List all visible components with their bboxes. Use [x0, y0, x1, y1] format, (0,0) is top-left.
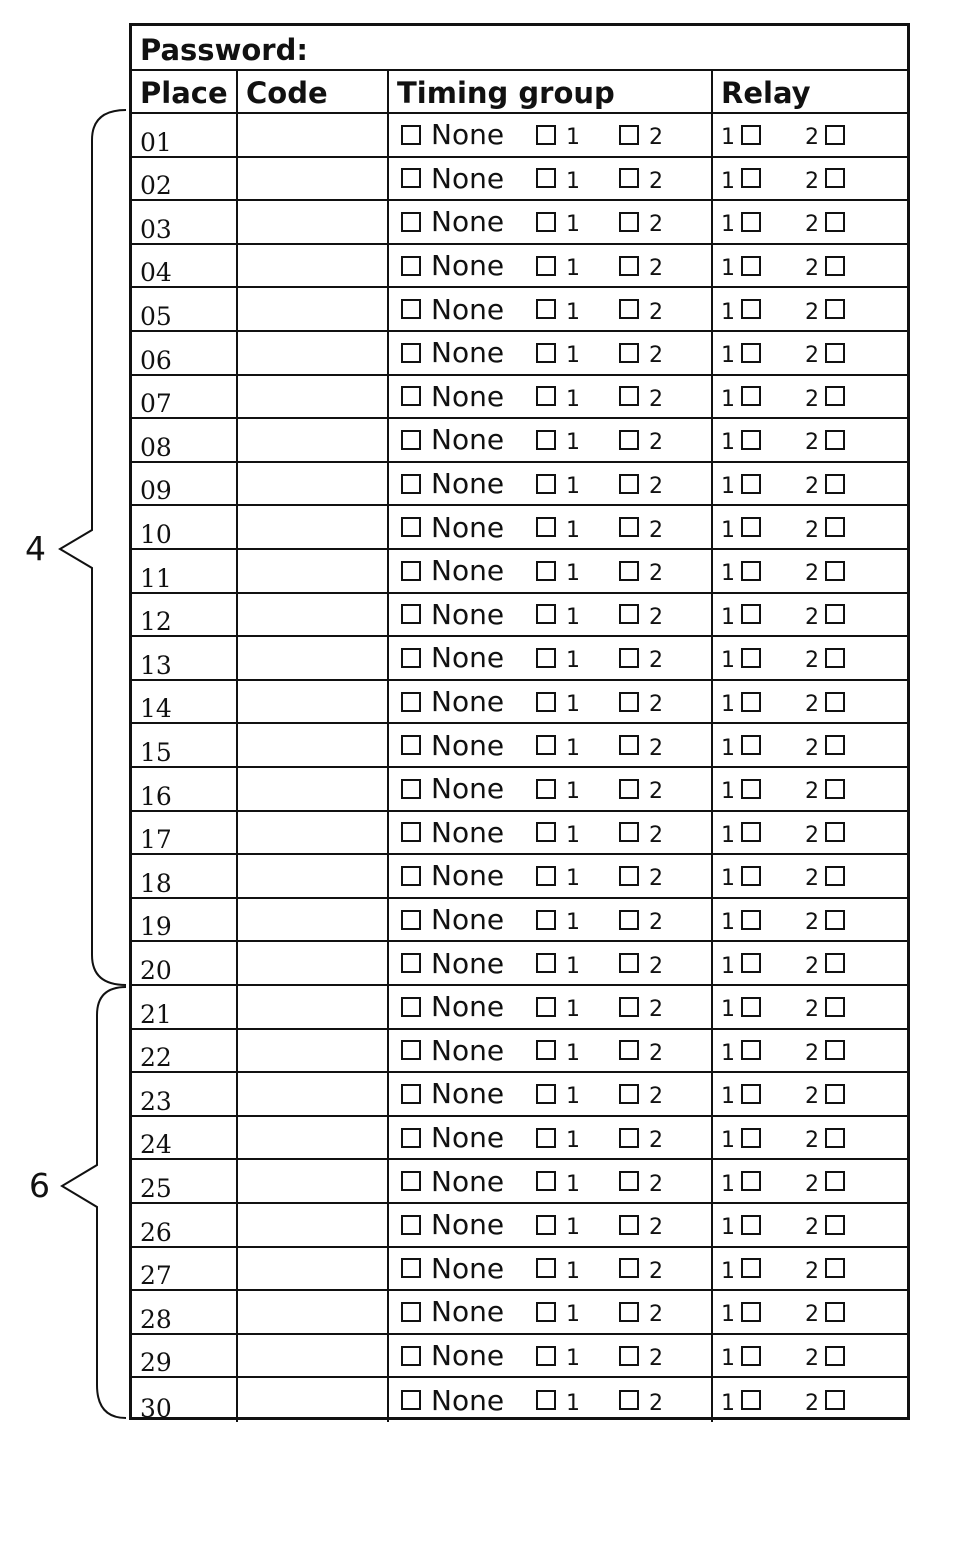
- place-number: 02: [140, 171, 172, 201]
- timing-none-label: None: [431, 815, 505, 849]
- timing-1-label: 1: [566, 474, 580, 500]
- place-number: 28: [140, 1304, 172, 1334]
- timing-1-label: 1: [566, 1302, 580, 1328]
- relay-2-label: 2: [805, 256, 819, 282]
- relay-1-label: 1: [721, 125, 735, 151]
- timing-none-label: None: [431, 1164, 505, 1198]
- place-number: 19: [140, 912, 172, 942]
- relay-1-label: 1: [721, 386, 735, 412]
- timing-2-label: 2: [649, 430, 663, 456]
- relay-1-label: 1: [721, 779, 735, 805]
- relay-2-label: 2: [805, 212, 819, 238]
- relay-2-label: 2: [805, 648, 819, 674]
- place-number: 20: [140, 955, 172, 985]
- relay-1-label: 1: [721, 910, 735, 936]
- timing-none-label: None: [431, 1208, 505, 1242]
- timing-1-label: 1: [566, 1084, 580, 1110]
- timing-1-label: 1: [566, 168, 580, 194]
- timing-1-label: 1: [566, 256, 580, 282]
- relay-2-label: 2: [805, 168, 819, 194]
- relay-2-label: 2: [805, 299, 819, 325]
- timing-2-label: 2: [649, 1040, 663, 1066]
- relay-1-label: 1: [721, 1302, 735, 1328]
- timing-2-label: 2: [649, 1215, 663, 1241]
- relay-1-label: 1: [721, 1128, 735, 1154]
- relay-1-label: 1: [721, 953, 735, 979]
- place-number: 15: [140, 737, 172, 767]
- group-4-brace: [60, 110, 126, 985]
- place-number: 22: [140, 1043, 172, 1073]
- timing-none-label: None: [431, 903, 505, 937]
- timing-1-label: 1: [566, 822, 580, 848]
- place-number: 07: [140, 389, 172, 419]
- timing-2-label: 2: [649, 561, 663, 587]
- timing-none-label: None: [431, 205, 505, 239]
- timing-2-label: 2: [649, 910, 663, 936]
- relay-2-label: 2: [805, 910, 819, 936]
- timing-none-label: None: [431, 118, 505, 152]
- relay-2-label: 2: [805, 1128, 819, 1154]
- place-number: 26: [140, 1217, 172, 1247]
- relay-2-label: 2: [805, 1215, 819, 1241]
- place-number: 08: [140, 432, 172, 462]
- place-number: 17: [140, 825, 172, 855]
- timing-none-label: None: [431, 1295, 505, 1329]
- timing-2-label: 2: [649, 386, 663, 412]
- timing-none-label: None: [431, 946, 505, 980]
- timing-1-label: 1: [566, 1171, 580, 1197]
- timing-1-label: 1: [566, 1215, 580, 1241]
- relay-2-label: 2: [805, 1302, 819, 1328]
- code-header: Code: [246, 76, 328, 110]
- relay-1-label: 1: [721, 517, 735, 543]
- timing-none-label: None: [431, 510, 505, 544]
- timing-2-label: 2: [649, 1346, 663, 1372]
- place-number: 25: [140, 1173, 172, 1203]
- place-number: 13: [140, 650, 172, 680]
- place-number: 18: [140, 868, 172, 898]
- timing-none-label: None: [431, 423, 505, 457]
- timing-1-label: 1: [566, 430, 580, 456]
- timing-none-label: None: [431, 641, 505, 675]
- relay-2-label: 2: [805, 953, 819, 979]
- timing-none-label: None: [431, 467, 505, 501]
- relay-1-label: 1: [721, 168, 735, 194]
- relay-2-label: 2: [805, 125, 819, 151]
- relay-2-label: 2: [805, 1084, 819, 1110]
- place-number: 09: [140, 476, 172, 506]
- relay-2-label: 2: [805, 822, 819, 848]
- relay-2-label: 2: [805, 561, 819, 587]
- place-number: 21: [140, 999, 172, 1029]
- timing-2-label: 2: [649, 1258, 663, 1284]
- relay-1-label: 1: [721, 1171, 735, 1197]
- place-number: 27: [140, 1261, 172, 1291]
- timing-none-label: None: [431, 990, 505, 1024]
- place-number: 14: [140, 694, 172, 724]
- place-number: 24: [140, 1130, 172, 1160]
- relay-2-label: 2: [805, 1171, 819, 1197]
- timing-1-label: 1: [566, 779, 580, 805]
- timing-1-label: 1: [566, 1390, 580, 1416]
- relay-header: Relay: [721, 76, 811, 110]
- timing-none-label: None: [431, 379, 505, 413]
- relay-2-label: 2: [805, 1390, 819, 1416]
- timing-1-label: 1: [566, 648, 580, 674]
- relay-1-label: 1: [721, 343, 735, 369]
- timing-none-label: None: [431, 772, 505, 806]
- relay-1-label: 1: [721, 1346, 735, 1372]
- timing-none-label: None: [431, 1033, 505, 1067]
- relay-1-label: 1: [721, 648, 735, 674]
- place-number: 29: [140, 1348, 172, 1378]
- relay-1-label: 1: [721, 212, 735, 238]
- timing-2-label: 2: [649, 1390, 663, 1416]
- timing-2-label: 2: [649, 692, 663, 718]
- timing-2-label: 2: [649, 735, 663, 761]
- timing-2-label: 2: [649, 1171, 663, 1197]
- place-number: 05: [140, 301, 172, 331]
- relay-1-label: 1: [721, 1040, 735, 1066]
- relay-2-label: 2: [805, 997, 819, 1023]
- relay-2-label: 2: [805, 474, 819, 500]
- timing-1-label: 1: [566, 604, 580, 630]
- timing-none-label: None: [431, 554, 505, 588]
- timing-2-label: 2: [649, 125, 663, 151]
- timing-1-label: 1: [566, 125, 580, 151]
- relay-2-label: 2: [805, 343, 819, 369]
- relay-2-label: 2: [805, 735, 819, 761]
- relay-2-label: 2: [805, 866, 819, 892]
- timing-1-label: 1: [566, 561, 580, 587]
- relay-2-label: 2: [805, 430, 819, 456]
- timing-none-label: None: [431, 728, 505, 762]
- place-number: 12: [140, 607, 172, 637]
- place-number: 04: [140, 258, 172, 288]
- timing-2-label: 2: [649, 474, 663, 500]
- timing-none-label: None: [431, 597, 505, 631]
- timing-1-label: 1: [566, 386, 580, 412]
- timing-none-label: None: [431, 161, 505, 195]
- relay-1-label: 1: [721, 1390, 735, 1416]
- timing-2-label: 2: [649, 604, 663, 630]
- relay-1-label: 1: [721, 430, 735, 456]
- timing-2-label: 2: [649, 779, 663, 805]
- timing-none-label: None: [431, 1339, 505, 1373]
- relay-1-label: 1: [721, 1258, 735, 1284]
- timing-2-label: 2: [649, 212, 663, 238]
- timing-1-label: 1: [566, 735, 580, 761]
- timing-1-label: 1: [566, 997, 580, 1023]
- relay-1-label: 1: [721, 735, 735, 761]
- timing-1-label: 1: [566, 1040, 580, 1066]
- relay-1-label: 1: [721, 256, 735, 282]
- group-4-label: 4: [25, 529, 46, 568]
- timing-none-label: None: [431, 1383, 505, 1417]
- timing-none-label: None: [431, 1077, 505, 1111]
- relay-2-label: 2: [805, 692, 819, 718]
- timing-none-label: None: [431, 685, 505, 719]
- timing-2-label: 2: [649, 343, 663, 369]
- timing-2-label: 2: [649, 997, 663, 1023]
- timing-1-label: 1: [566, 1346, 580, 1372]
- timing-none-label: None: [431, 249, 505, 283]
- timing-1-label: 1: [566, 517, 580, 543]
- timing-2-label: 2: [649, 648, 663, 674]
- timing-2-label: 2: [649, 866, 663, 892]
- relay-1-label: 1: [721, 866, 735, 892]
- timing-2-label: 2: [649, 1302, 663, 1328]
- relay-1-label: 1: [721, 692, 735, 718]
- timing-2-label: 2: [649, 517, 663, 543]
- relay-1-label: 1: [721, 1084, 735, 1110]
- timing-none-label: None: [431, 292, 505, 326]
- relay-2-label: 2: [805, 1040, 819, 1066]
- place-number: 10: [140, 519, 172, 549]
- place-number: 16: [140, 781, 172, 811]
- timing-1-label: 1: [566, 212, 580, 238]
- timing-2-label: 2: [649, 1084, 663, 1110]
- timing-1-label: 1: [566, 692, 580, 718]
- timing-1-label: 1: [566, 343, 580, 369]
- relay-2-label: 2: [805, 779, 819, 805]
- timing-none-label: None: [431, 336, 505, 370]
- relay-2-label: 2: [805, 1258, 819, 1284]
- group-6-label: 6: [29, 1166, 50, 1205]
- place-number: 03: [140, 214, 172, 244]
- timing-group-header: Timing group: [397, 76, 615, 110]
- timing-2-label: 2: [649, 168, 663, 194]
- relay-1-label: 1: [721, 474, 735, 500]
- relay-2-label: 2: [805, 1346, 819, 1372]
- relay-2-label: 2: [805, 517, 819, 543]
- timing-none-label: None: [431, 859, 505, 893]
- timing-1-label: 1: [566, 1258, 580, 1284]
- relay-2-label: 2: [805, 604, 819, 630]
- timing-2-label: 2: [649, 299, 663, 325]
- relay-1-label: 1: [721, 997, 735, 1023]
- place-number: 23: [140, 1086, 172, 1116]
- timing-1-label: 1: [566, 1128, 580, 1154]
- timing-2-label: 2: [649, 256, 663, 282]
- timing-1-label: 1: [566, 953, 580, 979]
- password-label: Password:: [140, 33, 308, 67]
- timing-2-label: 2: [649, 1128, 663, 1154]
- timing-2-label: 2: [649, 953, 663, 979]
- place-number: 06: [140, 345, 172, 375]
- relay-1-label: 1: [721, 604, 735, 630]
- relay-2-label: 2: [805, 386, 819, 412]
- relay-1-label: 1: [721, 1215, 735, 1241]
- place-number: 01: [140, 127, 172, 157]
- timing-none-label: None: [431, 1251, 505, 1285]
- relay-1-label: 1: [721, 561, 735, 587]
- timing-2-label: 2: [649, 822, 663, 848]
- timing-none-label: None: [431, 1121, 505, 1155]
- timing-1-label: 1: [566, 910, 580, 936]
- group-6-brace: [62, 987, 126, 1418]
- timing-1-label: 1: [566, 299, 580, 325]
- relay-1-label: 1: [721, 822, 735, 848]
- place-number: 11: [140, 563, 172, 593]
- timing-1-label: 1: [566, 866, 580, 892]
- place-number: 30: [140, 1393, 172, 1423]
- relay-1-label: 1: [721, 299, 735, 325]
- place-header: Place: [140, 76, 228, 110]
